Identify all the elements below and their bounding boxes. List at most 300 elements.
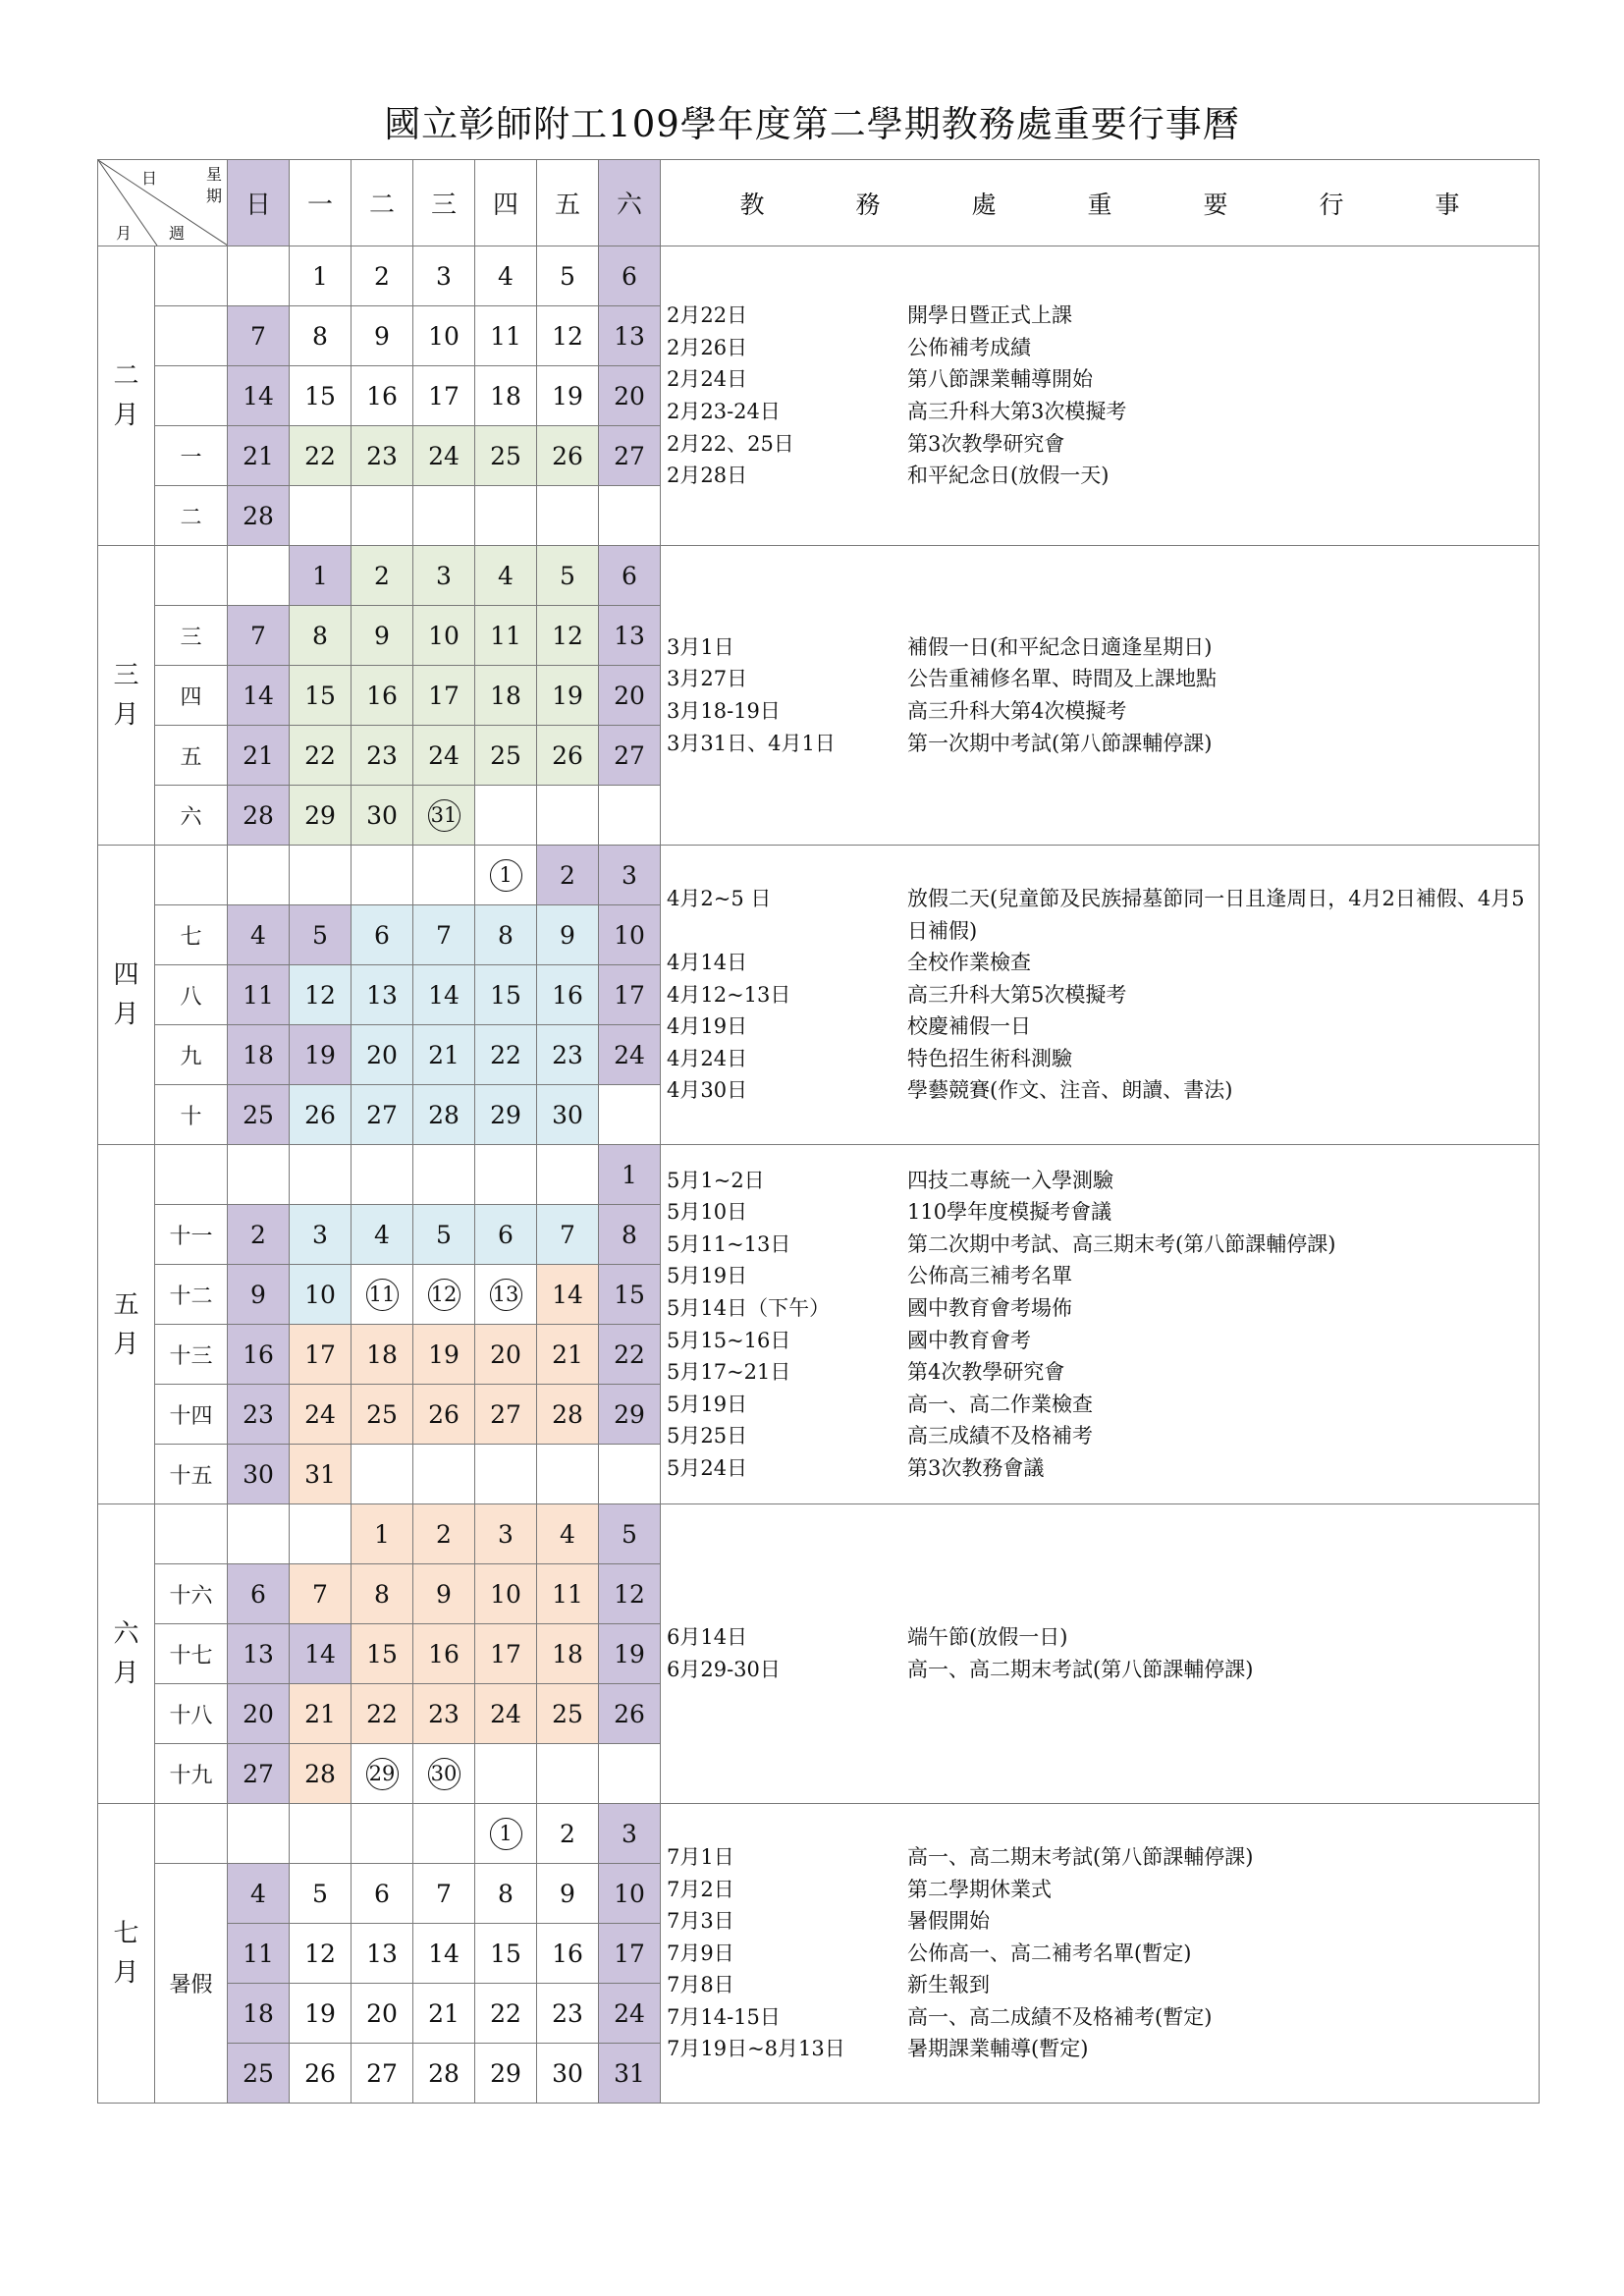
day-cell: 20	[228, 1684, 290, 1744]
day-cell	[537, 1145, 599, 1205]
day-cell: 25	[352, 1385, 413, 1445]
day-cell: 23	[413, 1684, 475, 1744]
day-cell	[352, 1744, 413, 1804]
day-cell: 15	[475, 965, 537, 1025]
event-date: 3月1日	[667, 634, 734, 659]
month-label: 七 月	[98, 1804, 155, 2104]
event-description: 放假二天(兒童節及民族掃墓節同一日且逢周日，4月2日補假、4月5日補假)	[907, 886, 1525, 943]
event-item	[667, 947, 1539, 979]
header-day-tue: 二	[352, 160, 413, 246]
day-cell: 26	[290, 1085, 352, 1145]
day-cell: 26	[290, 2044, 352, 2104]
event-date: 7月3日	[667, 1909, 734, 1934]
event-date: 5月25日	[667, 1424, 748, 1449]
event-date: 7月8日	[667, 1973, 734, 1997]
day-cell	[599, 486, 661, 546]
day-cell: 12	[290, 1924, 352, 1984]
day-cell	[352, 1445, 413, 1504]
day-cell: 17	[599, 965, 661, 1025]
event-item	[667, 1196, 1539, 1229]
week-number: 十二	[155, 1265, 228, 1325]
day-cell: 27	[599, 426, 661, 486]
day-cell: 18	[475, 666, 537, 726]
day-cell: 6	[352, 1864, 413, 1924]
corner-week-label: 週	[169, 224, 186, 243]
calendar-body	[98, 160, 1540, 2104]
day-cell: 22	[475, 1025, 537, 1085]
event-item	[667, 1260, 1539, 1292]
day-cell: 20	[475, 1325, 537, 1385]
day-cell: 9	[352, 606, 413, 666]
header-row	[98, 160, 1540, 246]
event-date: 5月10日	[667, 1200, 748, 1225]
event-item	[667, 2001, 1539, 2034]
day-cell: 5	[413, 1205, 475, 1265]
event-date: 2月24日	[667, 367, 748, 392]
day-cell: 21	[413, 1025, 475, 1085]
event-description: 開學日暨正式上課	[907, 303, 1072, 328]
week-number	[155, 246, 228, 306]
day-cell: 13	[352, 965, 413, 1025]
event-date: 4月2~5 日	[667, 886, 772, 910]
header-day-mon: 一	[290, 160, 352, 246]
day-cell: 25	[475, 726, 537, 786]
circled-day-number: 12	[428, 1279, 460, 1311]
event-item	[667, 631, 1539, 664]
day-cell: 2	[537, 846, 599, 905]
day-cell: 21	[537, 1325, 599, 1385]
month-events	[661, 246, 1540, 546]
event-item	[667, 1841, 1539, 1874]
day-cell: 23	[537, 1984, 599, 2044]
event-description: 公佈高三補考名單	[907, 1264, 1072, 1288]
day-cell: 11	[475, 306, 537, 366]
day-cell: 2	[352, 546, 413, 606]
circled-day-number: 1	[490, 859, 522, 892]
day-cell: 20	[352, 1025, 413, 1085]
day-cell: 20	[352, 1984, 413, 2044]
day-cell: 9	[537, 1864, 599, 1924]
day-cell: 15	[599, 1265, 661, 1325]
events-header-char: 事	[1435, 190, 1460, 219]
day-cell: 29	[599, 1385, 661, 1445]
event-item	[667, 2033, 1539, 2065]
day-cell: 28	[228, 786, 290, 846]
day-cell: 3	[599, 846, 661, 905]
events-header-char: 要	[1203, 190, 1228, 219]
week-number	[155, 846, 228, 905]
day-cell: 22	[290, 726, 352, 786]
day-cell: 24	[599, 1025, 661, 1085]
day-cell: 7	[537, 1205, 599, 1265]
day-cell	[475, 1744, 537, 1804]
event-description: 公佈高一、高二補考名單(暫定)	[907, 1941, 1192, 1965]
event-description: 高三升科大第3次模擬考	[907, 400, 1127, 423]
header-day-wed: 三	[413, 160, 475, 246]
event-description: 第3次教務會議	[907, 1455, 1045, 1480]
day-cell: 21	[228, 426, 290, 486]
day-cell: 19	[599, 1624, 661, 1684]
day-cell	[413, 786, 475, 846]
events-header-char: 務	[855, 190, 881, 219]
circled-day-number: 1	[490, 1818, 522, 1850]
day-cell	[228, 1145, 290, 1205]
day-cell: 4	[537, 1504, 599, 1564]
day-cell: 26	[413, 1385, 475, 1445]
week-row	[98, 246, 1540, 306]
event-description: 高三升科大第5次模擬考	[907, 982, 1127, 1007]
day-cell: 11	[228, 965, 290, 1025]
day-cell: 10	[413, 606, 475, 666]
week-number: 十七	[155, 1624, 228, 1684]
day-cell: 1	[599, 1145, 661, 1205]
week-number: 五	[155, 726, 228, 786]
page-title: 國立彰師附工109學年度第二學期教務處重要行事曆	[384, 103, 1240, 145]
day-cell	[475, 1145, 537, 1205]
day-cell	[599, 1085, 661, 1145]
day-cell: 8	[475, 1864, 537, 1924]
day-cell: 23	[352, 726, 413, 786]
day-cell	[228, 246, 290, 306]
week-row	[98, 1804, 1540, 1864]
event-date: 5月15~16日	[667, 1328, 791, 1352]
event-date: 4月24日	[667, 1046, 748, 1070]
week-number	[155, 1804, 228, 1864]
day-cell: 23	[228, 1385, 290, 1445]
header-day-fri: 五	[537, 160, 599, 246]
day-cell: 2	[413, 1504, 475, 1564]
event-description: 第二次期中考試、高三期末考(第八節課輔停課)	[907, 1231, 1336, 1256]
day-cell: 9	[413, 1564, 475, 1624]
day-cell: 3	[599, 1804, 661, 1864]
week-number: 十	[155, 1085, 228, 1145]
day-cell: 1	[290, 546, 352, 606]
event-description: 第一次期中考試(第八節課輔停課)	[907, 731, 1213, 755]
header-day-thu: 四	[475, 160, 537, 246]
event-description: 高一、高二作業檢查	[907, 1392, 1093, 1416]
week-number: 八	[155, 965, 228, 1025]
day-cell: 9	[352, 306, 413, 366]
day-cell: 10	[290, 1265, 352, 1325]
event-item	[667, 1011, 1539, 1043]
week-number: 六	[155, 786, 228, 846]
month-events	[661, 846, 1540, 1145]
event-description: 第八節課業輔導開始	[907, 367, 1093, 392]
event-date: 3月27日	[667, 667, 748, 691]
event-date: 5月24日	[667, 1455, 748, 1480]
day-cell: 16	[228, 1325, 290, 1385]
day-cell: 15	[290, 366, 352, 426]
event-date: 7月1日	[667, 1844, 734, 1869]
event-item	[667, 728, 1539, 760]
day-cell: 11	[537, 1564, 599, 1624]
day-cell	[599, 1744, 661, 1804]
day-cell	[413, 1445, 475, 1504]
event-description: 第二學期休業式	[907, 1877, 1052, 1901]
event-date: 5月1~2日	[667, 1168, 765, 1192]
event-description: 新生報到	[907, 1973, 990, 1997]
event-date: 6月14日	[667, 1625, 748, 1650]
event-description: 高一、高二期末考試(第八節課輔停課)	[907, 1658, 1254, 1681]
event-description: 高三升科大第4次模擬考	[907, 699, 1127, 723]
header-corner	[98, 160, 228, 246]
day-cell: 16	[352, 366, 413, 426]
day-cell	[537, 1445, 599, 1504]
event-description: 學藝競賽(作文、注音、朗讀、書法)	[907, 1078, 1233, 1103]
day-cell: 29	[290, 786, 352, 846]
day-cell: 14	[290, 1624, 352, 1684]
day-cell: 19	[290, 1025, 352, 1085]
month-events	[661, 1504, 1540, 1804]
vacation-label: 暑假	[155, 1864, 228, 2104]
day-cell: 24	[475, 1684, 537, 1744]
day-cell: 30	[537, 2044, 599, 2104]
day-cell: 18	[228, 1025, 290, 1085]
week-number	[155, 306, 228, 366]
event-description: 四技二專統一入學測驗	[907, 1168, 1113, 1192]
day-cell: 18	[352, 1325, 413, 1385]
event-description: 補假一日(和平紀念日適逢星期日)	[907, 634, 1213, 659]
day-cell	[290, 1504, 352, 1564]
day-cell	[413, 1265, 475, 1325]
day-cell: 15	[475, 1924, 537, 1984]
day-cell: 14	[228, 666, 290, 726]
day-cell	[413, 846, 475, 905]
week-number: 十九	[155, 1744, 228, 1804]
event-item	[667, 979, 1539, 1011]
day-cell: 25	[475, 426, 537, 486]
day-cell: 26	[599, 1684, 661, 1744]
event-description: 高一、高二成績不及格補考(暫定)	[907, 2004, 1213, 2029]
day-cell: 24	[599, 1984, 661, 2044]
event-date: 7月19日~8月13日	[667, 2037, 845, 2061]
day-cell: 5	[290, 905, 352, 965]
week-number: 十四	[155, 1385, 228, 1445]
day-cell: 7	[228, 306, 290, 366]
day-cell: 1	[352, 1504, 413, 1564]
day-cell: 6	[475, 1205, 537, 1265]
event-description: 全校作業檢查	[907, 951, 1031, 975]
event-date: 5月19日	[667, 1392, 748, 1416]
day-cell: 7	[413, 1864, 475, 1924]
day-cell: 15	[352, 1624, 413, 1684]
day-cell: 8	[475, 905, 537, 965]
day-cell: 29	[475, 2044, 537, 2104]
month-events	[661, 546, 1540, 846]
day-cell	[290, 846, 352, 905]
day-cell: 27	[599, 726, 661, 786]
day-cell: 3	[290, 1205, 352, 1265]
event-date: 2月26日	[667, 335, 748, 359]
month-events	[661, 1804, 1540, 2104]
day-cell	[475, 486, 537, 546]
corner-weekday-label: 星期	[205, 165, 222, 205]
day-cell: 31	[599, 2044, 661, 2104]
event-item	[667, 1654, 1539, 1686]
day-cell: 22	[352, 1684, 413, 1744]
day-cell: 2	[352, 246, 413, 306]
event-date: 2月22日	[667, 303, 748, 328]
day-cell: 2	[228, 1205, 290, 1265]
day-cell	[352, 1145, 413, 1205]
day-cell	[475, 846, 537, 905]
event-item	[667, 332, 1539, 364]
event-date: 2月23-24日	[667, 400, 781, 423]
event-item	[667, 1905, 1539, 1938]
calendar-table	[97, 159, 1540, 2104]
day-cell: 27	[352, 2044, 413, 2104]
event-item	[667, 663, 1539, 695]
week-number: 一	[155, 426, 228, 486]
month-label: 四 月	[98, 846, 155, 1145]
day-cell: 3	[413, 246, 475, 306]
day-cell: 16	[413, 1624, 475, 1684]
day-cell	[537, 1744, 599, 1804]
event-description: 端午節(放假一日)	[907, 1625, 1068, 1650]
event-item	[667, 1325, 1539, 1357]
day-cell	[475, 786, 537, 846]
week-row	[98, 1145, 1540, 1205]
day-cell: 17	[413, 366, 475, 426]
day-cell: 12	[599, 1564, 661, 1624]
day-cell: 5	[290, 1864, 352, 1924]
day-cell	[475, 1445, 537, 1504]
day-cell: 30	[228, 1445, 290, 1504]
week-number: 十六	[155, 1564, 228, 1624]
day-cell: 18	[475, 366, 537, 426]
week-row	[98, 846, 1540, 905]
event-item	[667, 1874, 1539, 1906]
day-cell: 4	[228, 1864, 290, 1924]
day-cell	[413, 1145, 475, 1205]
event-description: 校慶補假一日	[907, 1014, 1031, 1039]
day-cell: 5	[537, 246, 599, 306]
day-cell	[413, 1744, 475, 1804]
day-cell: 19	[290, 1984, 352, 2044]
day-cell: 13	[599, 306, 661, 366]
day-cell: 2	[537, 1804, 599, 1864]
corner-day-label: 日	[141, 169, 158, 188]
day-cell: 28	[228, 486, 290, 546]
event-item	[667, 1389, 1539, 1421]
event-description: 第4次教學研究會	[907, 1360, 1065, 1385]
event-item	[667, 300, 1539, 332]
day-cell: 13	[599, 606, 661, 666]
event-description: 高一、高二期末考試(第八節課輔停課)	[907, 1844, 1254, 1869]
week-number	[155, 366, 228, 426]
week-number: 十五	[155, 1445, 228, 1504]
event-item	[667, 1043, 1539, 1075]
day-cell: 29	[475, 1085, 537, 1145]
event-description: 高三成績不及格補考	[907, 1424, 1093, 1449]
day-cell: 30	[537, 1085, 599, 1145]
day-cell: 30	[352, 786, 413, 846]
day-cell: 19	[413, 1325, 475, 1385]
event-item	[667, 1356, 1539, 1389]
day-cell: 12	[537, 306, 599, 366]
day-cell: 20	[599, 666, 661, 726]
day-cell: 4	[352, 1205, 413, 1265]
day-cell	[290, 486, 352, 546]
event-date: 5月11~13日	[667, 1231, 791, 1256]
day-cell: 21	[290, 1684, 352, 1744]
week-row	[98, 1504, 1540, 1564]
day-cell: 24	[413, 726, 475, 786]
event-description: 公告重補修名單、時間及上課地點	[907, 667, 1217, 691]
day-cell: 27	[352, 1085, 413, 1145]
day-cell: 4	[475, 246, 537, 306]
event-date: 5月14日（下午）	[667, 1295, 831, 1320]
day-cell	[352, 1265, 413, 1325]
day-cell: 19	[537, 366, 599, 426]
day-cell: 13	[228, 1624, 290, 1684]
day-cell: 26	[537, 726, 599, 786]
week-row	[98, 546, 1540, 606]
corner-month-label: 月	[116, 224, 133, 243]
day-cell: 11	[475, 606, 537, 666]
event-description: 公佈補考成績	[907, 335, 1031, 359]
day-cell: 4	[475, 546, 537, 606]
day-cell: 17	[413, 666, 475, 726]
day-cell: 23	[537, 1025, 599, 1085]
week-number: 七	[155, 905, 228, 965]
day-cell: 28	[413, 2044, 475, 2104]
day-cell: 27	[228, 1744, 290, 1804]
day-cell: 8	[290, 606, 352, 666]
day-cell: 22	[475, 1984, 537, 2044]
event-description: 110學年度模擬考會議	[907, 1200, 1112, 1225]
week-number: 四	[155, 666, 228, 726]
event-date: 5月19日	[667, 1264, 748, 1288]
event-item	[667, 1229, 1539, 1261]
week-number: 二	[155, 486, 228, 546]
week-number: 三	[155, 606, 228, 666]
event-description: 第3次教學研究會	[907, 431, 1065, 456]
week-number: 十八	[155, 1684, 228, 1744]
day-cell: 24	[413, 426, 475, 486]
day-cell: 3	[475, 1504, 537, 1564]
circled-day-number: 11	[366, 1279, 399, 1311]
event-date: 6月29-30日	[667, 1658, 781, 1681]
day-cell: 10	[475, 1564, 537, 1624]
event-item	[667, 1452, 1539, 1485]
circled-day-number: 31	[428, 799, 460, 832]
event-item	[667, 460, 1539, 492]
day-cell	[413, 1804, 475, 1864]
event-item	[667, 428, 1539, 461]
day-cell: 27	[475, 1385, 537, 1445]
day-cell: 1	[290, 246, 352, 306]
event-date: 7月9日	[667, 1941, 734, 1965]
week-number: 十三	[155, 1325, 228, 1385]
day-cell: 25	[537, 1684, 599, 1744]
day-cell: 22	[290, 426, 352, 486]
day-cell: 16	[352, 666, 413, 726]
day-cell: 22	[599, 1325, 661, 1385]
day-cell: 21	[413, 1984, 475, 2044]
day-cell: 8	[290, 306, 352, 366]
day-cell	[228, 846, 290, 905]
day-cell: 10	[599, 905, 661, 965]
month-label: 三 月	[98, 546, 155, 846]
day-cell	[352, 846, 413, 905]
day-cell: 6	[599, 546, 661, 606]
day-cell: 8	[352, 1564, 413, 1624]
event-date: 4月19日	[667, 1014, 748, 1039]
event-description: 特色招生術科測驗	[907, 1046, 1072, 1070]
day-cell: 14	[228, 366, 290, 426]
day-cell: 14	[537, 1265, 599, 1325]
